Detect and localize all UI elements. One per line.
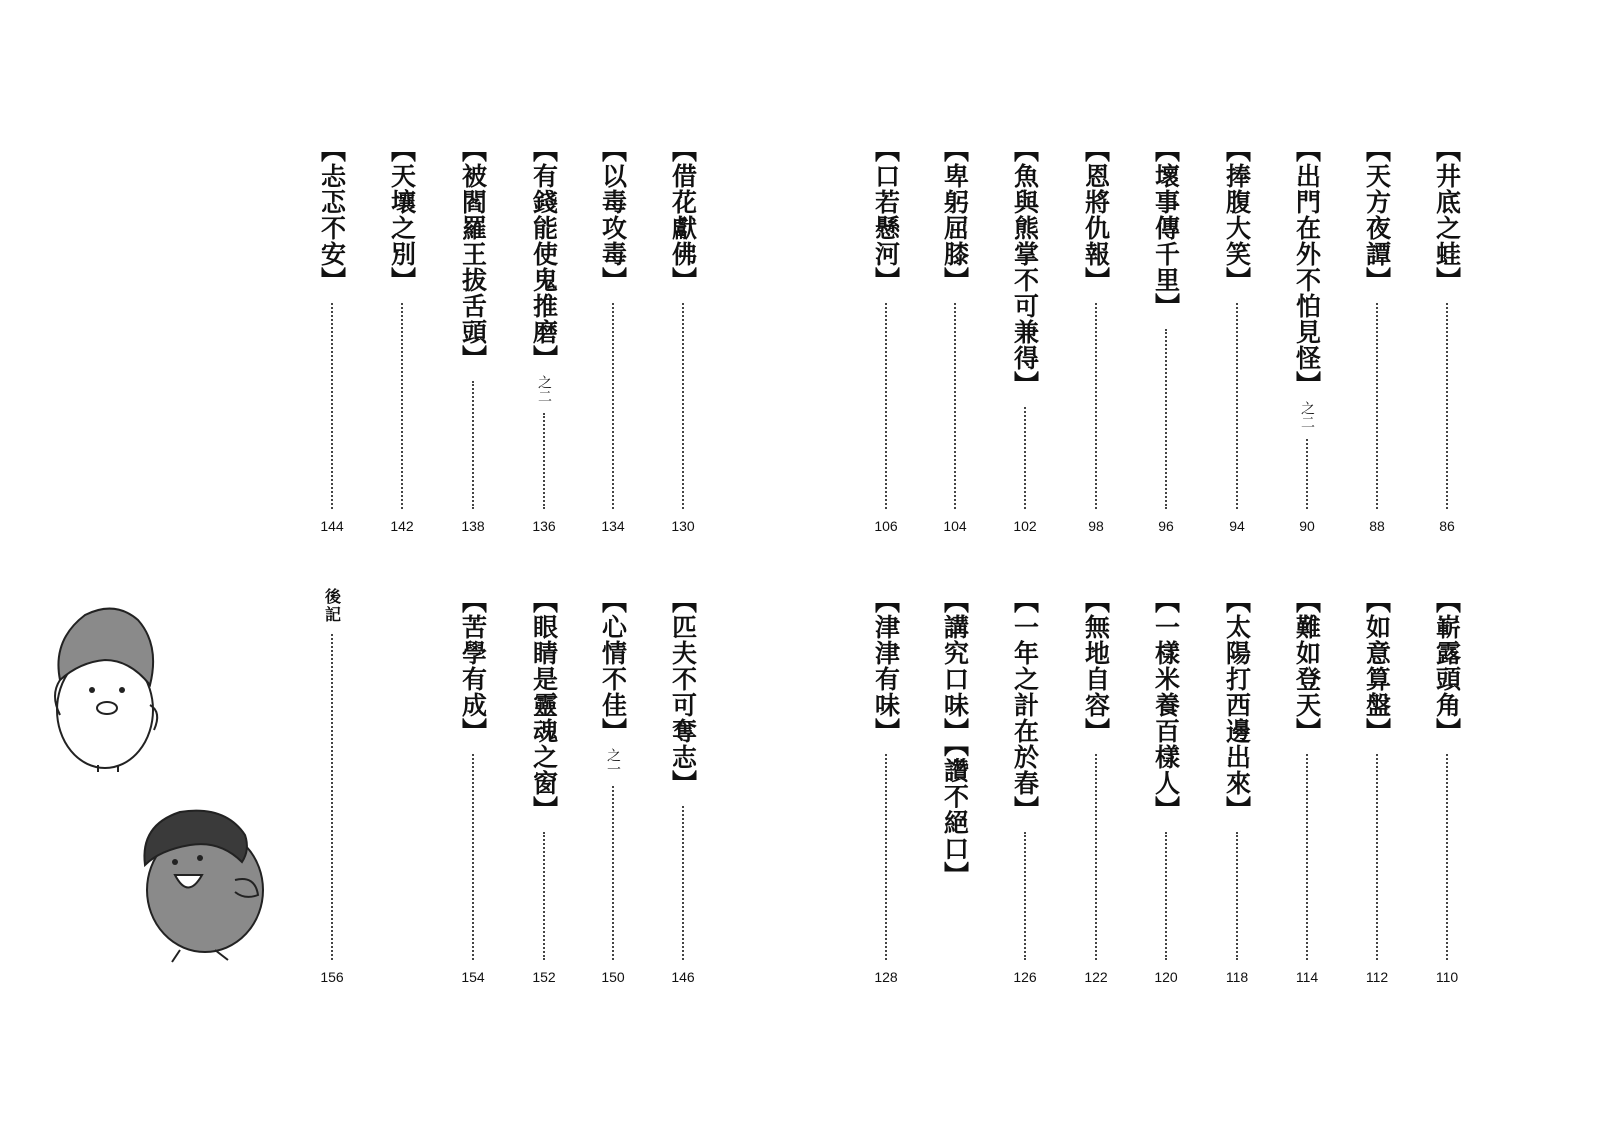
toc-entry[interactable]: 【苦學有成】 154 [458,588,488,985]
toc-entry[interactable]: 【被閻羅王拔舌頭】 138 [458,137,488,534]
page-number: 142 [390,518,414,534]
toc-entry[interactable]: 【有錢能使鬼推磨】 之二 136 [529,137,559,534]
page-number: 110 [1435,969,1459,985]
leader-dots [543,413,545,509]
leader-dots [1165,832,1167,960]
leader-dots [1236,832,1238,960]
entry-title: 出門在外不怕見怪 [1292,163,1322,371]
page-number: 126 [1013,969,1037,985]
leader-dots [885,303,887,509]
page-number: 120 [1154,969,1178,985]
entry-title: 一年之計在於春 [1010,614,1040,796]
entry-title: 嶄露頭角 [1432,614,1462,718]
toc-entry-afterword[interactable] [312,588,352,986]
page-number: 102 [1013,518,1037,534]
entry-title: 如意算盤 [1362,614,1392,718]
entry-suffix: 之二 [1299,401,1315,429]
toc-entry[interactable]: 【出門在外不怕見怪】 之二 90 [1292,137,1322,534]
toc-entry[interactable]: 【一年之計在於春】 126 [1010,588,1040,985]
toc-entry[interactable]: 【一樣米養百樣人】 120 [1151,588,1181,985]
leader-dots [1446,754,1448,960]
entry-title: 難如登天 [1292,614,1322,718]
entry-suffix: 之一 [605,748,621,776]
leader-dots [472,381,474,509]
entry-title: 魚與熊掌不可兼得 [1010,163,1040,371]
page-number: 96 [1158,518,1174,534]
page-number: 90 [1299,518,1315,534]
entry-title: 講究口味 [940,614,970,718]
leader-dots [885,754,887,960]
leader-dots [543,832,545,960]
leader-dots [1095,303,1097,509]
toc-entry[interactable]: 【忐忑不安】 144 [317,137,347,534]
page-number: 106 [874,518,898,534]
leader-dots [331,634,333,960]
toc-entry[interactable]: 【津津有味】 128 [871,588,901,985]
entry-title: 津津有味 [871,614,901,718]
toc-entry[interactable]: 【眼睛是靈魂之窗】 152 [529,588,559,985]
entry-title: 眼睛是靈魂之窗 [529,614,559,796]
chick-mascot-dark-hair-icon [144,811,263,962]
entry-title: 心情不佳 [598,614,628,718]
page-number: 138 [461,518,485,534]
page-number: 128 [874,969,898,985]
page-number: 112 [1365,969,1389,985]
leader-dots [682,806,684,960]
page-number: 134 [601,518,625,534]
leader-dots [1095,754,1097,960]
page-number: 136 [532,518,556,534]
entry-title: 口若懸河 [871,163,901,267]
entry-title: 忐忑不安 [317,163,347,267]
page-number: 130 [671,518,695,534]
page-number: 144 [320,518,344,534]
page-number: 86 [1439,518,1455,534]
leader-dots [1306,439,1308,509]
leader-dots [682,303,684,509]
entry-title: 捧腹大笑 [1222,163,1252,267]
entry-title: 井底之蛙 [1432,163,1462,267]
page-number: 114 [1295,969,1319,985]
leader-dots [1024,832,1026,960]
leader-dots [612,786,614,960]
page-number: 154 [461,969,485,985]
leader-dots [472,754,474,960]
leader-dots [954,303,956,509]
page-number: 104 [943,518,967,534]
toc-entry[interactable]: 【嶄露頭角】 110 [1432,588,1462,985]
toc-entry[interactable]: 【天方夜譚】 88 [1362,137,1392,534]
entry-title: 後記 [322,588,342,624]
leader-dots [1236,303,1238,509]
toc-entry[interactable]: 【天壤之別】 142 [387,137,417,534]
toc-entry[interactable]: 【心情不佳】 之一 150 [598,588,628,985]
toc-entry[interactable]: 【捧腹大笑】 94 [1222,137,1252,534]
leader-dots [401,303,403,509]
toc-entry[interactable]: 【借花獻佛】 130 [668,137,698,534]
toc-entry[interactable]: 【卑躬屈膝】 104 [940,137,970,534]
toc-entry[interactable]: 【如意算盤】 112 [1362,588,1392,985]
entry-title: 以毒攻毒 [598,163,628,267]
entry-title: 恩將仇報 [1081,163,1111,267]
entry-title: 太陽打西邊出來 [1222,614,1252,796]
toc-entry[interactable]: 【太陽打西邊出來】 118 [1222,588,1252,985]
page-number: 146 [671,969,695,985]
page-number: 118 [1225,969,1249,985]
entry-title: 壞事傳千里 [1151,163,1181,293]
chick-mascot-light-hair-icon [55,609,157,772]
mascot-illustration [30,600,290,980]
toc-entry[interactable]: 【魚與熊掌不可兼得】 102 [1010,137,1040,534]
page-number: 156 [320,969,344,985]
toc-entry[interactable]: 【講究口味】【讚不絕口】 [940,588,970,888]
entry-title: 被閻羅王拔舌頭 [458,163,488,345]
toc-entry[interactable]: 【無地自容】 122 [1081,588,1111,985]
toc-entry[interactable]: 【以毒攻毒】 134 [598,137,628,534]
entry-title-secondary: 讚不絕口 [940,757,970,862]
page-number: 88 [1369,518,1385,534]
toc-entry[interactable]: 【壞事傳千里】 96 [1151,137,1181,534]
entry-title: 有錢能使鬼推磨 [529,163,559,345]
leader-dots [1306,754,1308,960]
page-number: 122 [1084,969,1108,985]
entry-title: 天壤之別 [387,163,417,267]
page-number: 94 [1229,518,1245,534]
entry-suffix: 之二 [536,375,552,403]
entry-title: 卑躬屈膝 [940,163,970,267]
leader-dots [331,303,333,509]
toc-entry[interactable]: 【恩將仇報】 98 [1081,137,1111,534]
toc-entry[interactable]: 【難如登天】 114 [1292,588,1322,985]
entry-title: 借花獻佛 [668,163,698,267]
leader-dots [1165,329,1167,509]
toc-entry[interactable]: 【匹夫不可奪志】 146 [668,588,698,985]
entry-title: 匹夫不可奪志 [668,614,698,770]
page-number: 98 [1088,518,1104,534]
entry-title: 天方夜譚 [1362,163,1392,267]
leader-dots [612,303,614,509]
leader-dots [1024,407,1026,509]
entry-title: 一樣米養百樣人 [1151,614,1181,796]
toc-entry[interactable]: 【井底之蛙】 86 [1432,137,1462,534]
page-number: 150 [601,969,625,985]
leader-dots [1446,303,1448,509]
leader-dots [1376,303,1378,509]
toc-entry[interactable]: 【口若懸河】 106 [871,137,901,534]
entry-title: 無地自容 [1081,614,1111,718]
leader-dots [1376,754,1378,960]
entry-title: 苦學有成 [458,614,488,718]
page-number: 152 [532,969,556,985]
